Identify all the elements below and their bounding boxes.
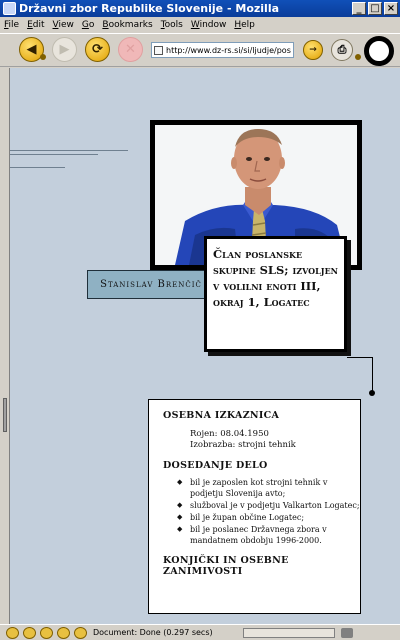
security-lock-icon[interactable] xyxy=(341,628,353,638)
sidebar-strip xyxy=(0,68,10,624)
menu-bookmarks[interactable]: Bookmarks xyxy=(102,20,153,30)
menu-edit[interactable]: Edit xyxy=(27,20,45,30)
status-bar xyxy=(0,624,400,640)
decorative-line xyxy=(10,167,65,168)
stop-button[interactable]: ✕ xyxy=(118,37,143,62)
menu-tools[interactable]: Tools xyxy=(160,20,183,30)
print-dropdown-icon[interactable] xyxy=(355,54,361,60)
window-title-bar xyxy=(0,0,400,17)
progress-bar xyxy=(243,628,335,638)
id-card-heading: OSEBNA IZKAZNICA xyxy=(163,410,280,421)
decorative-line xyxy=(10,150,128,151)
url-text: http://www.dz-rs.si/si/ljudje/pos xyxy=(166,45,291,55)
list-item: ◆ bil je zaposlen kot strojni tehnik v podjetju Slovenija avto; xyxy=(177,477,360,499)
chat-icon[interactable] xyxy=(57,627,70,639)
mp-role-description: Član poslanske skupine SLS; izvoljen v volilni enoti III, okraj 1, Logatec xyxy=(204,236,347,352)
list-item: ◆ bil je župan občine Logatec; xyxy=(177,512,360,523)
menu-file[interactable]: File xyxy=(4,20,20,30)
navigator-icon[interactable] xyxy=(6,627,19,639)
menu-bar xyxy=(0,17,400,33)
work-history-list xyxy=(177,477,360,546)
sidebar-grip[interactable] xyxy=(3,398,7,432)
window-title: Državni zbor Republike Slovenije - Mozilla xyxy=(19,2,280,15)
education: Izobrazba: strojni tehnik xyxy=(190,440,296,450)
go-button[interactable]: → xyxy=(303,40,323,60)
mail-icon[interactable] xyxy=(23,627,36,639)
forward-button[interactable]: ▶ xyxy=(52,37,77,62)
connector-line xyxy=(347,357,372,358)
back-button[interactable]: ◀ xyxy=(19,37,44,62)
print-button[interactable]: ⎙ xyxy=(331,39,353,61)
menu-go[interactable]: Go xyxy=(81,20,95,30)
birth-date: Rojen: 08.04.1950 xyxy=(190,429,269,439)
back-dropdown-icon[interactable] xyxy=(40,54,46,60)
menu-help[interactable]: Help xyxy=(234,20,255,30)
personal-info-card xyxy=(148,399,361,614)
decorative-line xyxy=(10,154,98,155)
list-item: ◆ služboval je v podjetju Valkarton Logatec; xyxy=(177,500,360,511)
list-item: ◆ bil je poslanec Državnega zbora v mandatnem obdobju 1996-2000. xyxy=(177,524,360,546)
navigation-toolbar xyxy=(0,33,400,67)
page-icon xyxy=(154,46,163,55)
mp-name: Stanislav Brenčič xyxy=(87,270,215,299)
connector-line xyxy=(372,357,373,393)
page-content xyxy=(10,68,400,624)
menu-window[interactable]: Window xyxy=(190,20,227,30)
url-field[interactable] xyxy=(151,42,294,58)
close-button[interactable]: × xyxy=(384,2,398,15)
composer-icon[interactable] xyxy=(40,627,53,639)
connector-dot xyxy=(369,390,375,396)
status-text: Document: Done (0.297 secs) xyxy=(93,628,213,637)
app-icon xyxy=(3,2,16,15)
maximize-button[interactable]: □ xyxy=(368,2,382,15)
work-history-heading: DOSEDANJE DELO xyxy=(163,460,268,471)
address-book-icon[interactable] xyxy=(74,627,87,639)
hobbies-heading: KONJIČKI IN OSEBNE ZANIMIVOSTI xyxy=(163,555,289,577)
menu-view[interactable]: View xyxy=(52,20,74,30)
reload-button[interactable]: ⟳ xyxy=(85,37,110,62)
minimize-button[interactable]: _ xyxy=(352,2,366,15)
throbber-icon[interactable] xyxy=(364,36,394,66)
